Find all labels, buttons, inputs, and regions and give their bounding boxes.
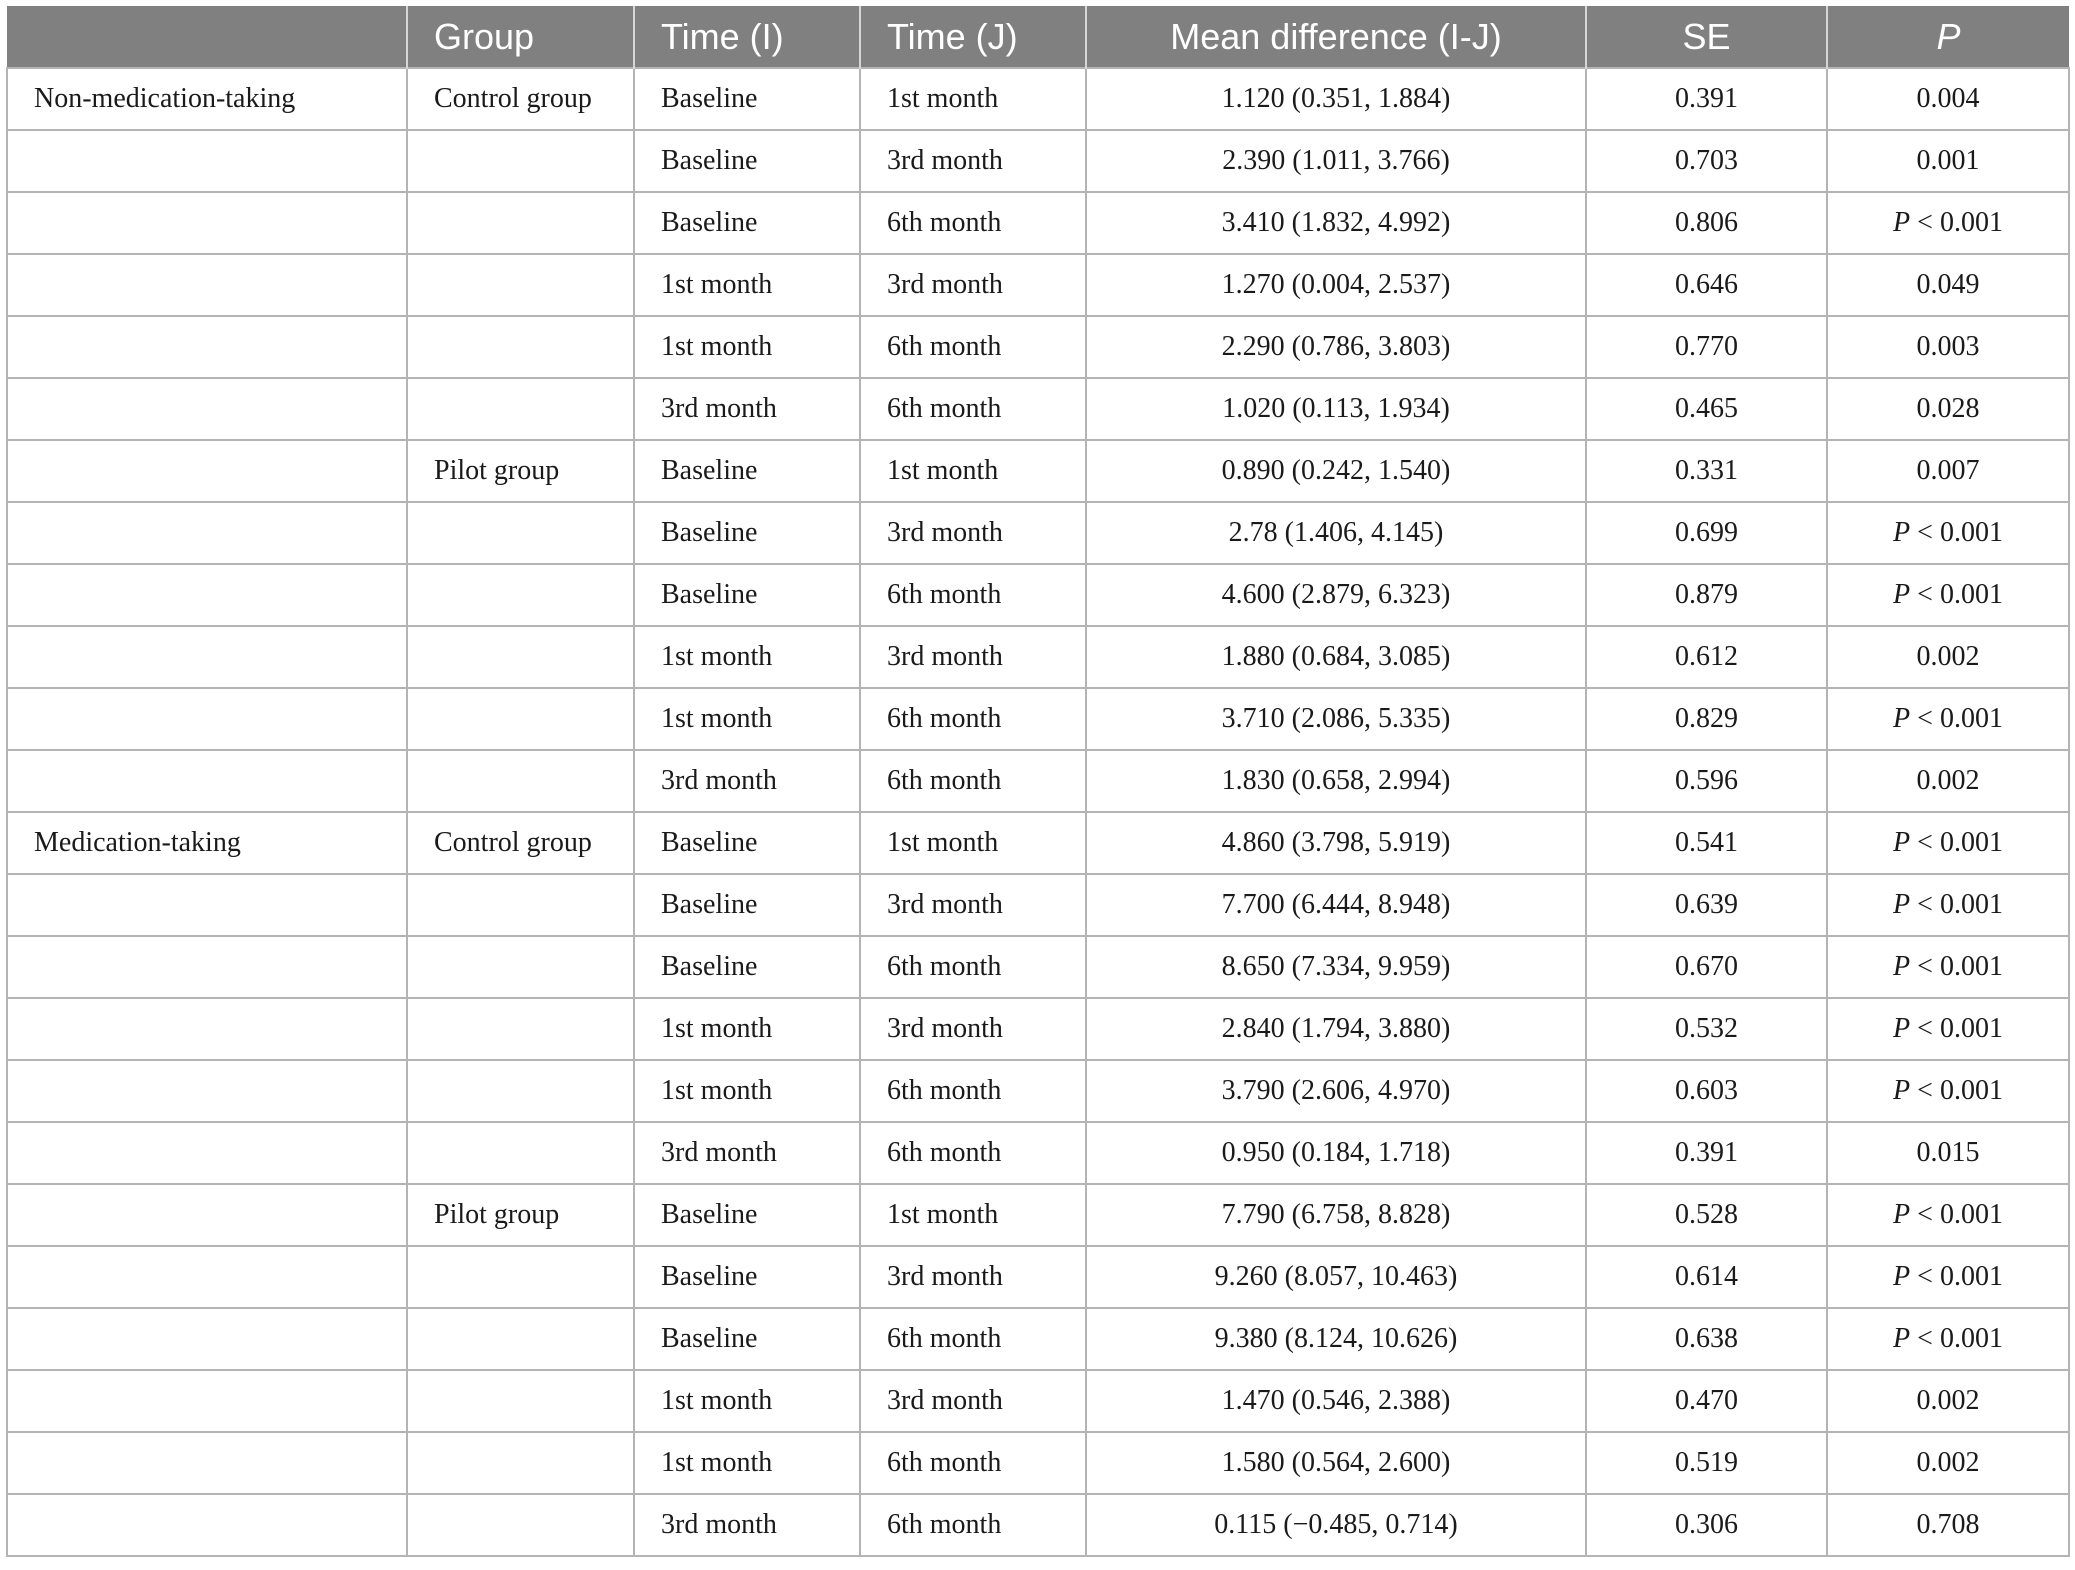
group-cell: Pilot group	[407, 440, 634, 502]
mean-difference-cell: 0.950 (0.184, 1.718)	[1086, 1122, 1586, 1184]
se-cell: 0.465	[1586, 378, 1827, 440]
time-i-cell: Baseline	[634, 812, 860, 874]
time-i-cell: 3rd month	[634, 1494, 860, 1556]
table-row	[7, 874, 2069, 936]
header-row	[7, 6, 2069, 68]
header-group: Group	[407, 6, 634, 68]
p-value-cell: P < 0.001	[1827, 1060, 2069, 1122]
group-cell	[407, 130, 634, 192]
time-i-cell: Baseline	[634, 564, 860, 626]
mean-difference-cell: 9.380 (8.124, 10.626)	[1086, 1308, 1586, 1370]
mean-difference-cell: 1.880 (0.684, 3.085)	[1086, 626, 1586, 688]
time-i-cell: Baseline	[634, 874, 860, 936]
group-cell	[407, 626, 634, 688]
time-j-cell: 3rd month	[860, 254, 1086, 316]
se-cell: 0.391	[1586, 1122, 1827, 1184]
category-cell	[7, 1246, 407, 1308]
se-cell: 0.703	[1586, 130, 1827, 192]
mean-difference-cell: 2.390 (1.011, 3.766)	[1086, 130, 1586, 192]
p-value-cell: P < 0.001	[1827, 502, 2069, 564]
se-cell: 0.306	[1586, 1494, 1827, 1556]
time-j-cell: 6th month	[860, 1432, 1086, 1494]
p-value-cell: 0.001	[1827, 130, 2069, 192]
table-row	[7, 254, 2069, 316]
time-i-cell: Baseline	[634, 1308, 860, 1370]
p-value-cell: 0.002	[1827, 1432, 2069, 1494]
mean-difference-cell: 3.710 (2.086, 5.335)	[1086, 688, 1586, 750]
mean-difference-cell: 1.470 (0.546, 2.388)	[1086, 1370, 1586, 1432]
time-i-cell: 1st month	[634, 254, 860, 316]
group-cell	[407, 254, 634, 316]
se-cell: 0.612	[1586, 626, 1827, 688]
time-j-cell: 6th month	[860, 1308, 1086, 1370]
table-row	[7, 1432, 2069, 1494]
table-row	[7, 316, 2069, 378]
category-cell	[7, 688, 407, 750]
se-cell: 0.470	[1586, 1370, 1827, 1432]
group-cell	[407, 750, 634, 812]
time-i-cell: 3rd month	[634, 1122, 860, 1184]
table-row	[7, 936, 2069, 998]
mean-difference-cell: 0.890 (0.242, 1.540)	[1086, 440, 1586, 502]
se-cell: 0.806	[1586, 192, 1827, 254]
table-row	[7, 192, 2069, 254]
time-j-cell: 6th month	[860, 688, 1086, 750]
time-j-cell: 3rd month	[860, 998, 1086, 1060]
se-cell: 0.646	[1586, 254, 1827, 316]
p-value-cell: 0.007	[1827, 440, 2069, 502]
table-row	[7, 1246, 2069, 1308]
se-cell: 0.770	[1586, 316, 1827, 378]
time-i-cell: Baseline	[634, 502, 860, 564]
p-value-cell: 0.015	[1827, 1122, 2069, 1184]
category-cell	[7, 626, 407, 688]
mean-difference-cell: 8.650 (7.334, 9.959)	[1086, 936, 1586, 998]
p-value-cell: P < 0.001	[1827, 1308, 2069, 1370]
se-cell: 0.879	[1586, 564, 1827, 626]
p-value-cell: 0.049	[1827, 254, 2069, 316]
group-cell	[407, 1494, 634, 1556]
time-j-cell: 6th month	[860, 192, 1086, 254]
time-i-cell: 1st month	[634, 688, 860, 750]
table-row	[7, 1494, 2069, 1556]
header-time-j: Time (J)	[860, 6, 1086, 68]
category-cell	[7, 1184, 407, 1246]
group-cell	[407, 502, 634, 564]
p-value-cell: 0.004	[1827, 68, 2069, 130]
time-i-cell: 1st month	[634, 316, 860, 378]
time-i-cell: Baseline	[634, 68, 860, 130]
group-cell	[407, 192, 634, 254]
time-j-cell: 6th month	[860, 1060, 1086, 1122]
category-cell	[7, 1308, 407, 1370]
group-cell	[407, 998, 634, 1060]
p-value-cell: P < 0.001	[1827, 564, 2069, 626]
mean-difference-cell: 3.790 (2.606, 4.970)	[1086, 1060, 1586, 1122]
category-cell	[7, 1060, 407, 1122]
table-row	[7, 1370, 2069, 1432]
mean-difference-cell: 1.120 (0.351, 1.884)	[1086, 68, 1586, 130]
time-j-cell: 3rd month	[860, 626, 1086, 688]
se-cell: 0.519	[1586, 1432, 1827, 1494]
mean-difference-cell: 2.840 (1.794, 3.880)	[1086, 998, 1586, 1060]
mean-difference-cell: 1.580 (0.564, 2.600)	[1086, 1432, 1586, 1494]
mean-difference-cell: 7.700 (6.444, 8.948)	[1086, 874, 1586, 936]
time-i-cell: Baseline	[634, 440, 860, 502]
time-j-cell: 6th month	[860, 1494, 1086, 1556]
p-value-cell: P < 0.001	[1827, 688, 2069, 750]
p-value-cell: 0.002	[1827, 750, 2069, 812]
se-cell: 0.331	[1586, 440, 1827, 502]
header-p: P	[1827, 6, 2069, 68]
group-cell: Pilot group	[407, 1184, 634, 1246]
group-cell: Control group	[407, 812, 634, 874]
table-row	[7, 1308, 2069, 1370]
category-cell: Medication-taking	[7, 812, 407, 874]
time-i-cell: 1st month	[634, 1432, 860, 1494]
group-cell	[407, 1122, 634, 1184]
time-i-cell: Baseline	[634, 1246, 860, 1308]
category-cell	[7, 254, 407, 316]
group-cell	[407, 564, 634, 626]
time-j-cell: 6th month	[860, 378, 1086, 440]
category-cell	[7, 378, 407, 440]
table-row	[7, 130, 2069, 192]
p-value-cell: P < 0.001	[1827, 812, 2069, 874]
category-cell	[7, 316, 407, 378]
group-cell	[407, 378, 634, 440]
p-value-cell: 0.028	[1827, 378, 2069, 440]
p-value-cell: 0.002	[1827, 1370, 2069, 1432]
group-cell	[407, 1060, 634, 1122]
results-table	[6, 6, 2070, 1557]
p-value-cell: P < 0.001	[1827, 192, 2069, 254]
table-row	[7, 1122, 2069, 1184]
time-i-cell: 3rd month	[634, 378, 860, 440]
mean-difference-cell: 1.020 (0.113, 1.934)	[1086, 378, 1586, 440]
group-cell	[407, 1432, 634, 1494]
mean-difference-cell: 4.860 (3.798, 5.919)	[1086, 812, 1586, 874]
se-cell: 0.596	[1586, 750, 1827, 812]
se-cell: 0.614	[1586, 1246, 1827, 1308]
mean-difference-cell: 4.600 (2.879, 6.323)	[1086, 564, 1586, 626]
category-cell	[7, 564, 407, 626]
se-cell: 0.829	[1586, 688, 1827, 750]
se-cell: 0.670	[1586, 936, 1827, 998]
time-j-cell: 3rd month	[860, 874, 1086, 936]
mean-difference-cell: 1.270 (0.004, 2.537)	[1086, 254, 1586, 316]
mean-difference-cell: 3.410 (1.832, 4.992)	[1086, 192, 1586, 254]
se-cell: 0.528	[1586, 1184, 1827, 1246]
group-cell	[407, 316, 634, 378]
table-row	[7, 750, 2069, 812]
time-j-cell: 1st month	[860, 812, 1086, 874]
mean-difference-cell: 2.290 (0.786, 3.803)	[1086, 316, 1586, 378]
mean-difference-cell: 2.78 (1.406, 4.145)	[1086, 502, 1586, 564]
time-i-cell: Baseline	[634, 936, 860, 998]
time-i-cell: Baseline	[634, 130, 860, 192]
time-i-cell: 3rd month	[634, 750, 860, 812]
table-row	[7, 502, 2069, 564]
category-cell	[7, 502, 407, 564]
category-cell	[7, 1494, 407, 1556]
time-j-cell: 3rd month	[860, 1246, 1086, 1308]
time-j-cell: 6th month	[860, 564, 1086, 626]
se-cell: 0.699	[1586, 502, 1827, 564]
p-value-cell: 0.002	[1827, 626, 2069, 688]
category-cell: Non-medication-taking	[7, 68, 407, 130]
group-cell	[407, 688, 634, 750]
time-j-cell: 6th month	[860, 750, 1086, 812]
mean-difference-cell: 9.260 (8.057, 10.463)	[1086, 1246, 1586, 1308]
p-value-cell: 0.708	[1827, 1494, 2069, 1556]
category-cell	[7, 130, 407, 192]
group-cell	[407, 1308, 634, 1370]
time-j-cell: 6th month	[860, 936, 1086, 998]
p-value-cell: P < 0.001	[1827, 874, 2069, 936]
se-cell: 0.603	[1586, 1060, 1827, 1122]
table-row	[7, 440, 2069, 502]
group-cell	[407, 1370, 634, 1432]
header-se: SE	[1586, 6, 1827, 68]
time-i-cell: 1st month	[634, 626, 860, 688]
time-j-cell: 3rd month	[860, 130, 1086, 192]
mean-difference-cell: 0.115 (−0.485, 0.714)	[1086, 1494, 1586, 1556]
se-cell: 0.639	[1586, 874, 1827, 936]
table-row	[7, 626, 2069, 688]
p-value-cell: P < 0.001	[1827, 998, 2069, 1060]
mean-difference-cell: 1.830 (0.658, 2.994)	[1086, 750, 1586, 812]
se-cell: 0.638	[1586, 1308, 1827, 1370]
category-cell	[7, 750, 407, 812]
category-cell	[7, 874, 407, 936]
category-cell	[7, 1432, 407, 1494]
se-cell: 0.391	[1586, 68, 1827, 130]
mean-difference-cell: 7.790 (6.758, 8.828)	[1086, 1184, 1586, 1246]
table-row	[7, 1060, 2069, 1122]
category-cell	[7, 936, 407, 998]
table-body	[7, 68, 2069, 1556]
group-cell	[407, 874, 634, 936]
p-value-cell: P < 0.001	[1827, 1184, 2069, 1246]
group-cell	[407, 936, 634, 998]
time-j-cell: 3rd month	[860, 502, 1086, 564]
table-row	[7, 688, 2069, 750]
time-j-cell: 1st month	[860, 440, 1086, 502]
p-value-cell: 0.003	[1827, 316, 2069, 378]
time-j-cell: 6th month	[860, 1122, 1086, 1184]
table-row	[7, 812, 2069, 874]
time-j-cell: 1st month	[860, 68, 1086, 130]
time-j-cell: 6th month	[860, 316, 1086, 378]
table-row	[7, 998, 2069, 1060]
p-value-cell: P < 0.001	[1827, 1246, 2069, 1308]
time-i-cell: 1st month	[634, 1370, 860, 1432]
category-cell	[7, 1122, 407, 1184]
time-i-cell: 1st month	[634, 1060, 860, 1122]
time-i-cell: Baseline	[634, 1184, 860, 1246]
header-category	[7, 6, 407, 68]
p-value-cell: P < 0.001	[1827, 936, 2069, 998]
group-cell: Control group	[407, 68, 634, 130]
group-cell	[407, 1246, 634, 1308]
time-j-cell: 1st month	[860, 1184, 1086, 1246]
se-cell: 0.541	[1586, 812, 1827, 874]
se-cell: 0.532	[1586, 998, 1827, 1060]
category-cell	[7, 998, 407, 1060]
table-row	[7, 68, 2069, 130]
header-time-i: Time (I)	[634, 6, 860, 68]
category-cell	[7, 440, 407, 502]
header-mean-difference: Mean difference (I-J)	[1086, 6, 1586, 68]
category-cell	[7, 192, 407, 254]
category-cell	[7, 1370, 407, 1432]
time-i-cell: 1st month	[634, 998, 860, 1060]
table-row	[7, 378, 2069, 440]
time-j-cell: 3rd month	[860, 1370, 1086, 1432]
table-row	[7, 564, 2069, 626]
table-row	[7, 1184, 2069, 1246]
time-i-cell: Baseline	[634, 192, 860, 254]
